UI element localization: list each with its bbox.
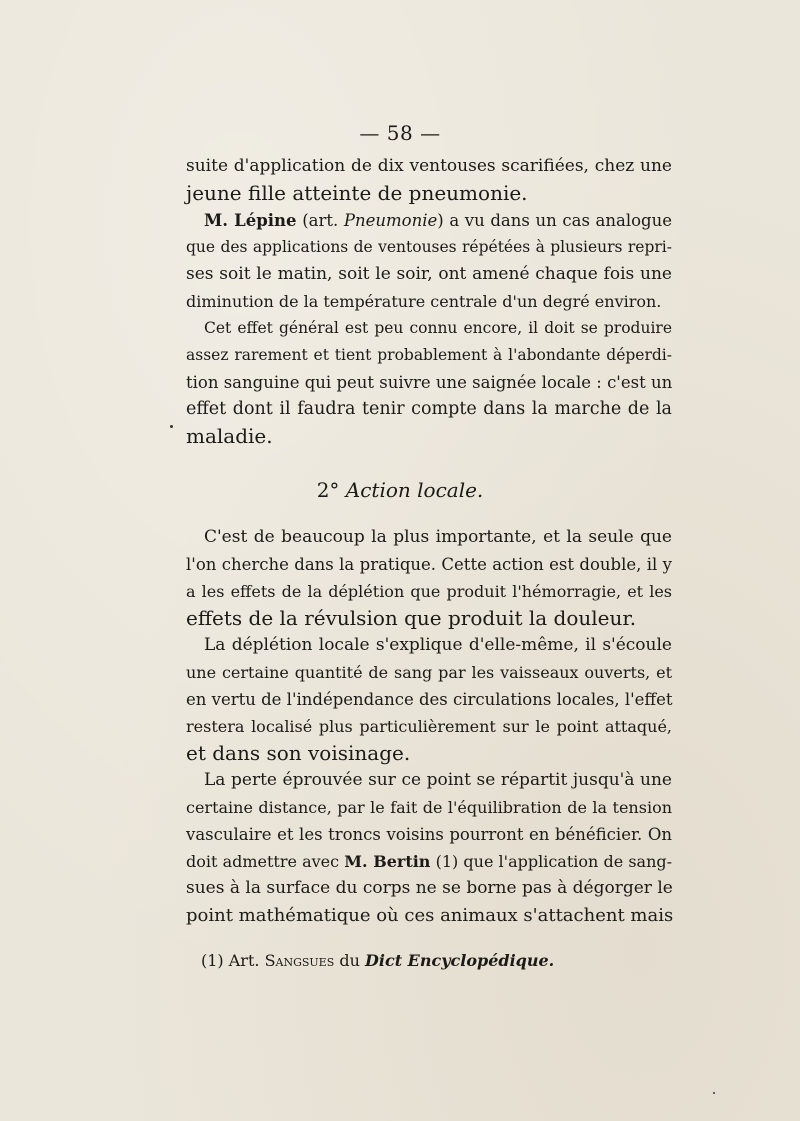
paragraph-line: l'on cherche dans la pratique. Cette action est double, il y	[186, 555, 672, 574]
page-number: — 58 —	[359, 121, 441, 145]
paragraph-line: maladie.	[186, 424, 273, 448]
print-speck	[170, 425, 173, 428]
paragraph-line	[186, 207, 672, 234]
author-name: M. Bertin	[344, 852, 431, 871]
body-text-upper	[186, 153, 672, 450]
paragraph-line: une certaine quantité de sang par les vaisseaux ouverts, et	[186, 663, 672, 682]
body-text-lower	[186, 524, 672, 929]
text-fragment: a vu dans un cas analogue	[449, 211, 673, 230]
footnote-term: Sangsues	[264, 951, 335, 970]
author-name: M. Lépine	[204, 211, 297, 230]
paragraph-line: C'est de beaucoup la plus importante, et la seule que	[204, 527, 672, 547]
paragraph-line: que des applications de ventouses répétées à plusieurs repri-	[186, 238, 672, 256]
paragraph-line: effets de la révulsion que produit la douleur.	[186, 606, 637, 630]
paragraph-line: La déplétion locale s'explique d'elle-même, il s'écoule	[204, 635, 672, 655]
footnote	[201, 951, 554, 970]
paragraph-line: en vertu de l'indépendance des circulations locales, l'effet	[186, 690, 673, 709]
paragraph-line: tion sanguine qui peut suivre une saignée locale : c'est un	[186, 373, 673, 392]
text-fragment: (1) que l'application de sang-	[435, 852, 673, 871]
section-number: 2°	[316, 478, 340, 502]
footnote-marker: (1) Art.	[201, 951, 260, 970]
paragraph-line: ses soit le matin, soit le soir, ont amené chaque fois une	[186, 264, 672, 284]
paragraph-line	[186, 848, 672, 875]
paragraph-line: restera localisé plus particulièrement sur le point attaqué,	[186, 717, 672, 736]
paragraph-line: a les effets de la déplétion que produit l'hémorragie, et les	[186, 582, 672, 601]
text-fragment: du	[339, 951, 360, 970]
footnote-source: Dict Encyclopédique.	[365, 951, 555, 970]
article-title: Pneumonie	[343, 211, 438, 230]
paragraph-line: vasculaire et les troncs voisins pourront en bénéficier. On	[186, 825, 672, 844]
paragraph-line: certaine distance, par le fait de l'équilibration de la tension	[186, 798, 672, 817]
paragraph-line: point mathématique où ces animaux s'attachent mais	[186, 905, 674, 926]
paragraph-line: assez rarement et tient probablement à l'abondante déperdi-	[186, 346, 672, 364]
text-fragment: doit admettre avec	[186, 852, 340, 871]
paragraph-line: suite d'application de dix ventouses scarifiées, chez une	[186, 156, 672, 176]
paragraph-line: et dans son voisinage.	[186, 741, 411, 765]
paragraph-line: diminution de la température centrale d'un degré environ.	[186, 292, 662, 311]
paragraph-line: effet dont il faudra tenir compte dans la marche de la	[186, 399, 672, 419]
paragraph-line: sues à la surface du corps ne se borne pas à dégorger le	[186, 878, 673, 898]
paragraph-line: jeune fille atteinte de pneumonie.	[186, 181, 528, 205]
text-fragment: )	[437, 211, 444, 230]
section-heading	[0, 478, 800, 502]
section-title: Action locale.	[345, 478, 484, 502]
paragraph-line: La perte éprouvée sur ce point se répartit jusqu'à une	[204, 770, 672, 790]
text-fragment: (art.	[302, 211, 339, 230]
paragraph-line: Cet effet général est peu connu encore, il doit se produire	[204, 319, 672, 337]
print-speck	[713, 1092, 715, 1094]
